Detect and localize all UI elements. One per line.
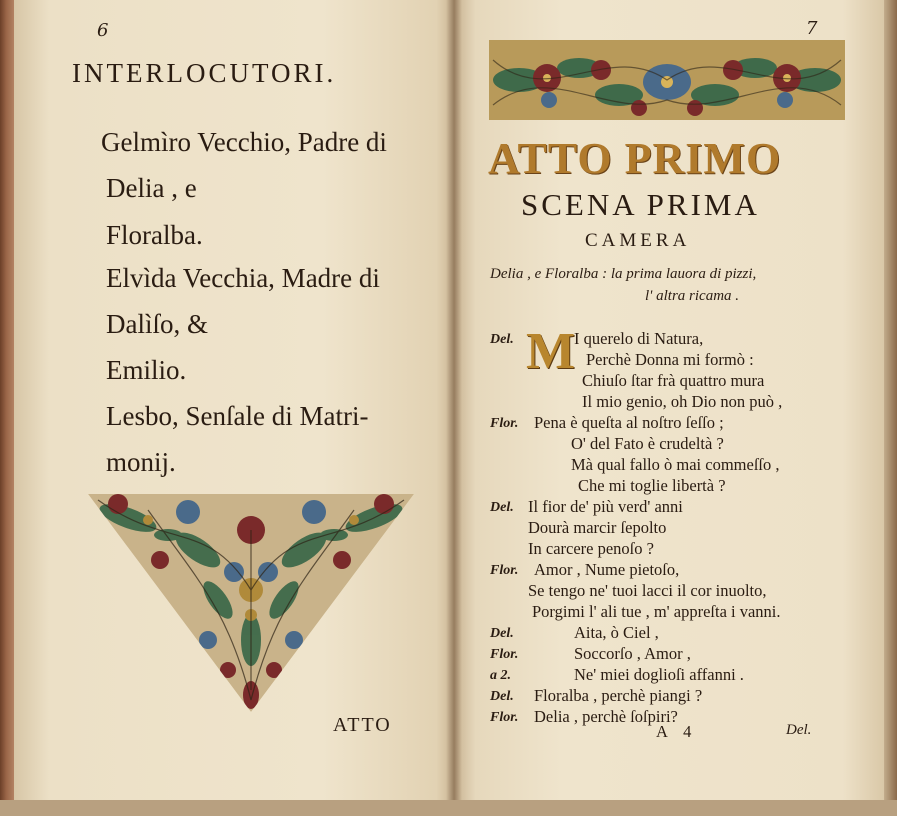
verse-line: Soccorſo , Amor , [574,644,691,663]
cast-line: Lesbo, Senſale di Matri- [106,401,369,431]
speaker-label: Flor. [490,647,519,662]
right-catchword: Del. [786,722,812,738]
scene-setting: CAMERA [585,230,691,251]
stage-direction: Delia , e Floralba : la prima lauora di pizzi, [490,266,757,282]
speaker-label: Flor. [490,416,519,431]
verse-line: Dourà marcir ſepolto [528,518,667,537]
stage-direction: l' altra ricama . [645,288,740,304]
cast-line: Floralba. [106,220,203,250]
verse-line: Delia , perchè ſoſpiri? [534,707,678,726]
signature-mark: A 4 [656,722,698,741]
cast-line: Emilio. [106,355,187,385]
cast-line: monij. [106,447,176,477]
cast-line: Elvìda Vecchia, Madre di [106,263,380,293]
speaker-label: Del. [490,689,514,704]
speaker-label: Del. [490,332,514,347]
book-bottom-edge [0,800,897,816]
verse-line: Ne' miei doglioſi affanni . [574,665,744,684]
verse-line: Se tengo ne' tuoi lacci il cor inuolto, [528,581,767,600]
verse-line: Il mio genio, oh Dio non può , [582,392,783,411]
verse-line: O' del Fato è crudeltà ? [571,434,724,453]
verse-line: Amor , Nume pietoſo, [534,560,680,579]
verse-line: Aita, ò Ciel , [574,623,659,642]
verse-line: Pena è queſta al noſtro ſeſſo ; [534,413,724,432]
cast-heading: INTERLOCUTORI. [72,58,337,88]
verse-line: I querelo di Natura, [574,329,704,348]
verse-line: Chiuſo ſtar frà quattro mura [582,371,765,390]
cast-line: Delia , e [106,173,197,203]
drop-cap-initial: M [526,323,576,380]
verse-line: In carcere penoſo ? [528,539,654,558]
verse-line: Che mi toglie libertà ? [578,476,726,495]
right-page-number: 7 [806,18,818,39]
cast-line: Gelmìro Vecchio, Padre di [101,127,387,157]
verse-line: Floralba , perchè piangi ? [534,686,703,705]
left-catchword: ATTO [333,714,392,736]
act-title: ATTO PRIMO [488,134,782,183]
book-gutter [446,0,462,806]
floral-headpiece-ornament [489,40,845,120]
speaker-label: Flor. [490,710,519,725]
speaker-label: Flor. [490,563,519,578]
speaker-label: Del. [490,626,514,641]
page-edges [884,0,897,816]
scene-title: SCENA PRIMA [521,187,760,222]
left-page-number: 6 [97,20,109,41]
verse-line: Il fior de' più verd' anni [528,497,683,516]
floral-tailpiece-ornament [88,490,414,715]
speaker-label: Del. [490,500,514,515]
verse-line: Porgimi l' ali tue , m' appreſta i vanni. [532,602,781,621]
verse-line: Perchè Donna mi formò : [586,350,754,369]
cast-line: Dalìſo, & [106,309,208,339]
verse-line: Mà qual fallo ò mai commeſſo , [571,455,780,474]
speaker-label: a 2. [490,668,511,683]
